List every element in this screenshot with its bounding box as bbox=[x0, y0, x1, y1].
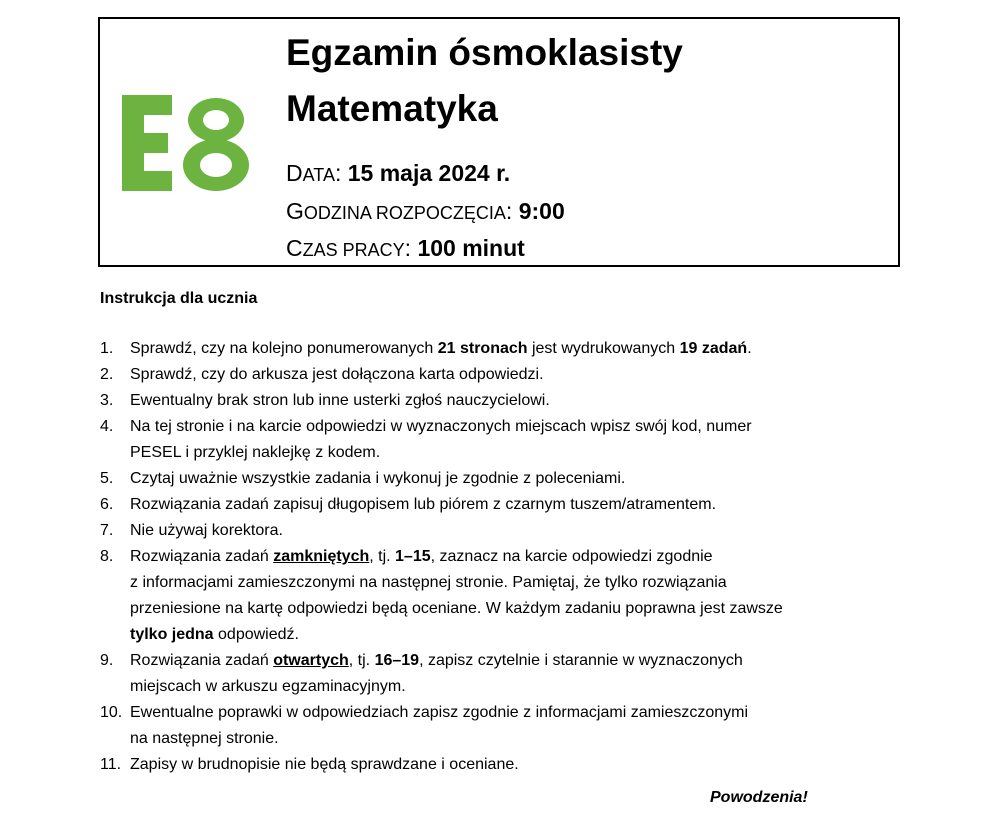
instruction-text: Na tej stronie i na karcie odpowiedzi w wyznaczonych miejscach wpisz swój kod, numer bbox=[130, 418, 752, 435]
instruction-item bbox=[100, 518, 900, 544]
instruction-text: z informacjami zamieszczonymi na następnej stronie. Pamiętaj, że tylko rozwiązania bbox=[130, 574, 727, 591]
instruction-text: na następnej stronie. bbox=[130, 730, 279, 747]
instruction-text: PESEL i przyklej naklejkę z kodem. bbox=[130, 444, 381, 461]
instruction-number: 3. bbox=[100, 392, 114, 409]
instruction-item bbox=[100, 388, 900, 414]
instruction-text: Sprawdź, czy do arkusza jest dołączona karta odpowiedzi. bbox=[130, 366, 544, 383]
instruction-text: , tj. bbox=[369, 548, 396, 565]
instruction-item bbox=[100, 700, 900, 752]
instruction-number: 5. bbox=[100, 470, 114, 487]
instruction-text: 21 stronach bbox=[437, 340, 528, 357]
instructions-title: Instrukcja dla ucznia bbox=[100, 290, 258, 307]
instructions-list bbox=[100, 336, 900, 778]
instruction-number: 4. bbox=[100, 418, 114, 435]
instruction-text: jest wydrukowanych bbox=[527, 340, 680, 357]
instruction-item bbox=[100, 648, 900, 700]
instruction-item bbox=[100, 544, 900, 648]
exam-start-time: GODZINA ROZPOCZĘCIA: 9:00 bbox=[286, 198, 565, 224]
closing-text: Powodzenia! bbox=[710, 789, 808, 806]
instruction-number: 6. bbox=[100, 496, 114, 513]
instruction-number: 10. bbox=[100, 704, 123, 721]
instruction-text: Czytaj uważnie wszystkie zadania i wykonuj je zgodnie z poleceniami. bbox=[130, 470, 626, 487]
e8-logo bbox=[120, 93, 255, 193]
page-title: Egzamin ósmoklasisty Matematyka bbox=[286, 32, 683, 129]
instruction-item bbox=[100, 362, 900, 388]
instruction-text: tylko jedna bbox=[130, 626, 214, 643]
instruction-text: , tj. bbox=[348, 652, 375, 669]
instruction-text: Rozwiązania zadań zapisuj długopisem lub piórem z czarnym tuszem/atramentem. bbox=[130, 496, 717, 513]
instruction-text: Sprawdź, czy na kolejno ponumerowanych bbox=[130, 340, 438, 357]
instruction-text: , zaznacz na karcie odpowiedzi zgodnie bbox=[430, 548, 713, 565]
instruction-item bbox=[100, 466, 900, 492]
instruction-number: 8. bbox=[100, 548, 114, 565]
instruction-number: 11. bbox=[100, 756, 122, 773]
instruction-text: odpowiedź. bbox=[213, 626, 299, 643]
exam-header bbox=[98, 17, 900, 267]
instruction-number: 7. bbox=[100, 522, 114, 539]
instruction-item bbox=[100, 752, 900, 778]
instruction-text: Ewentualny brak stron lub inne usterki zgłoś nauczycielowi. bbox=[130, 392, 550, 409]
instruction-text: Ewentualne poprawki w odpowiedziach zapisz zgodnie z informacjami zamieszczonymi bbox=[130, 704, 749, 721]
instruction-number: 2. bbox=[100, 366, 114, 383]
instruction-text: 16–19 bbox=[374, 652, 420, 669]
instruction-text: otwartych bbox=[273, 652, 349, 669]
instruction-number: 1. bbox=[100, 340, 114, 357]
instruction-text: zamkniętych bbox=[273, 548, 370, 565]
instruction-text: , zapisz czytelnie i starannie w wyznaczonych bbox=[419, 652, 743, 669]
instruction-text: 19 zadań bbox=[679, 340, 748, 357]
instruction-text: Nie używaj korektora. bbox=[130, 522, 283, 539]
instruction-text: przeniesione na kartę odpowiedzi będą oceniane. W każdym zadaniu poprawna jest zawsze bbox=[130, 600, 783, 617]
instruction-number: 9. bbox=[100, 652, 114, 669]
instruction-item bbox=[100, 492, 900, 518]
instruction-text: Zapisy w brudnopisie nie będą sprawdzane i oceniane. bbox=[130, 756, 519, 773]
instruction-text: . bbox=[747, 340, 752, 357]
instruction-text: Rozwiązania zadań bbox=[130, 548, 274, 565]
instruction-text: miejscach w arkuszu egzaminacyjnym. bbox=[130, 678, 406, 695]
instruction-item bbox=[100, 414, 900, 466]
exam-duration: CZAS PRACY: 100 minut bbox=[286, 235, 525, 261]
instruction-item bbox=[100, 336, 900, 362]
exam-date: DATA: 15 maja 2024 r. bbox=[286, 160, 511, 186]
instruction-text: Rozwiązania zadań bbox=[130, 652, 274, 669]
instruction-text: 1–15 bbox=[395, 548, 431, 565]
